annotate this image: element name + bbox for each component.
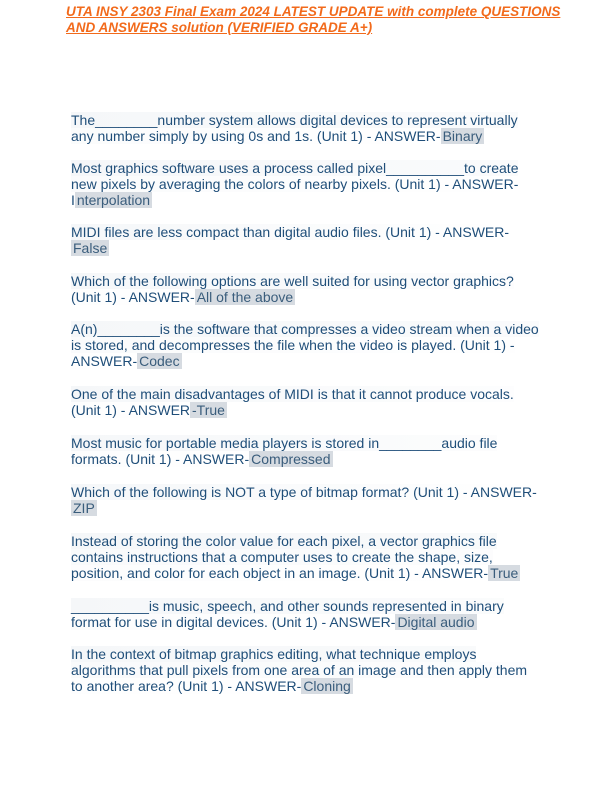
- question-text: Most music for portable media players is stored in________audio file formats. (Unit 1) - ANSWER-: [71, 435, 498, 467]
- question-text: MIDI files are less compact than digital audio files. (Unit 1) - ANSWER-: [71, 224, 510, 240]
- question-text: Most graphics software uses a process called pixel__________to create new pixels by averaging the colors of nearby pixels. (Unit 1) - ANSWER-I: [71, 160, 519, 208]
- qa-item-11: [71, 646, 541, 694]
- qa-item-10: [71, 598, 541, 630]
- qa-item-9: [71, 533, 541, 581]
- document-title: UTA INSY 2303 Final Exam 2024 LATEST UPDATE with complete QUESTIONS AND ANSWERS solution (VERIFIED GRADE A+): [66, 4, 561, 35]
- qa-item-7: [71, 435, 541, 467]
- qa-item-5: [71, 321, 541, 369]
- answer-highlight: nterpolation: [76, 192, 151, 208]
- answer-highlight: Codec: [139, 353, 180, 369]
- question-text: Instead of storing the color value for each pixel, a vector graphics file contains instructions that a computer uses to create the shape, size, position, and color for each object in an image. (Unit 1) - ANSWER-: [71, 533, 497, 581]
- qa-item-4: [71, 273, 541, 305]
- qa-item-8: [71, 484, 541, 516]
- question-text: Which of the following is NOT a type of bitmap format? (Unit 1) - ANSWER-: [71, 484, 537, 500]
- question-text: Which of the following options are well suited for using vector graphics? (Unit 1) - ANSWER-: [71, 273, 514, 305]
- answer-highlight: Compressed: [251, 451, 331, 467]
- answer-highlight: All of the above: [196, 289, 294, 305]
- qa-item-2: [71, 160, 541, 208]
- question-text: In the context of bitmap graphics editing, what technique employs algorithms that pull pixels from one area of an image and then apply them to another area? (Unit 1) - ANSWER-: [71, 646, 528, 694]
- answer-highlight: ZIP: [73, 500, 95, 516]
- answer-highlight: Cloning: [303, 678, 351, 694]
- answer-highlight: -True: [192, 402, 225, 418]
- question-text: A(n)________is the software that compresses a video stream when a video is stored, and decompresses the file when the video is played. (Unit 1) - ANSWER-: [71, 321, 539, 369]
- answer-highlight: True: [490, 565, 519, 581]
- qa-item-3: [71, 224, 541, 256]
- question-text: The________number system allows digital devices to represent virtually any number simply by using 0s and 1s. (Unit 1) - ANSWER-: [71, 112, 518, 144]
- answer-highlight: Binary: [442, 128, 483, 144]
- answer-highlight: Digital audio: [397, 614, 475, 630]
- answer-highlight: False: [73, 240, 108, 256]
- question-text: __________is music, speech, and other sounds represented in binary format for use in digital devices. (Unit 1) - ANSWER-: [71, 598, 504, 630]
- qa-item-6: [71, 386, 541, 418]
- qa-item-1: [71, 112, 541, 144]
- question-text: One of the main disadvantages of MIDI is that it cannot produce vocals. (Unit 1) - ANSWER: [71, 386, 514, 418]
